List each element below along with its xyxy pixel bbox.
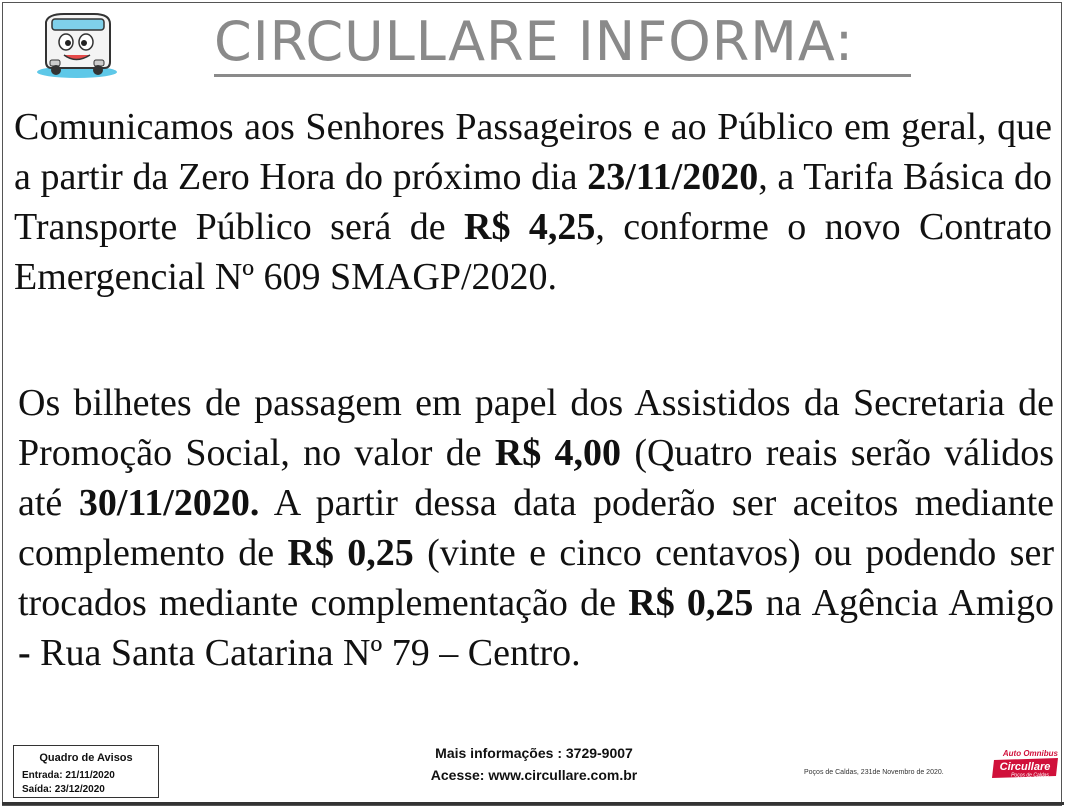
- paper-tickets-paragraph: [18, 378, 1054, 678]
- info-website: Acesse: www.circullare.com.br: [430, 767, 638, 783]
- emphasis-text: R$ 0,25: [628, 582, 754, 624]
- page-title: CIRCULLARE INFORMA:: [214, 10, 855, 73]
- body-text: A partir dessa data poderão ser aceitos mediante complemento de: [18, 482, 1055, 574]
- body-text: na Agência Amigo: [753, 582, 1054, 624]
- exit-date: Saída: 23/12/2020: [22, 784, 105, 795]
- bus-mascot-icon: [34, 10, 120, 80]
- emphasis-text: 23/11/2020: [587, 156, 759, 198]
- brand-line-2: Circullare: [999, 761, 1051, 773]
- body-text: (Quatro reais serão válidos até: [18, 432, 1054, 524]
- body-text: (vinte e cinco centavos) ou podendo ser trocados mediante complementação de: [18, 532, 1054, 624]
- emphasis-text: -: [18, 632, 31, 674]
- emphasis-text: 30/11/2020.: [78, 482, 260, 524]
- emphasis-text: R$ 4,25: [464, 206, 596, 248]
- body-text: Rua Santa Catarina Nº 79 – Centro.: [30, 632, 581, 674]
- fare-announcement-paragraph: [14, 102, 1052, 302]
- body-text: Os bilhetes de passagem em papel dos Assistidos da Secretaria de Promoção Social, no valor de: [18, 382, 1054, 474]
- body-text: , a Tarifa Básica do Transporte Público será de: [14, 156, 1052, 248]
- body-text: Comunicamos aos Senhores Passageiros e ao Público em geral, que a partir da Zero Hora do próximo dia: [14, 106, 1052, 198]
- entry-date: Entrada: 21/11/2020: [22, 770, 115, 781]
- frame-bottom-border: [2, 802, 1064, 805]
- body-text: , conforme o novo Contrato Emergencial Nº 609 SMAGP/2020.: [14, 206, 1052, 298]
- brand-line-3: Poços de Caldas: [1011, 772, 1049, 779]
- contact-info: [384, 742, 684, 786]
- emphasis-text: R$ 0,25: [287, 532, 414, 574]
- emphasis-text: R$ 4,00: [494, 432, 622, 474]
- notice-board-title: Quadro de Avisos: [39, 752, 133, 764]
- notice-board-stamp: [13, 745, 159, 798]
- title-underline: [214, 74, 911, 77]
- place-and-date: Poços de Caldas, 231de Novembro de 2020.: [804, 769, 944, 776]
- info-phone: Mais informações : 3729-9007: [435, 745, 633, 761]
- circullare-brand-logo: [990, 748, 1060, 782]
- brand-line-1: Auto Omnibus: [1002, 749, 1058, 758]
